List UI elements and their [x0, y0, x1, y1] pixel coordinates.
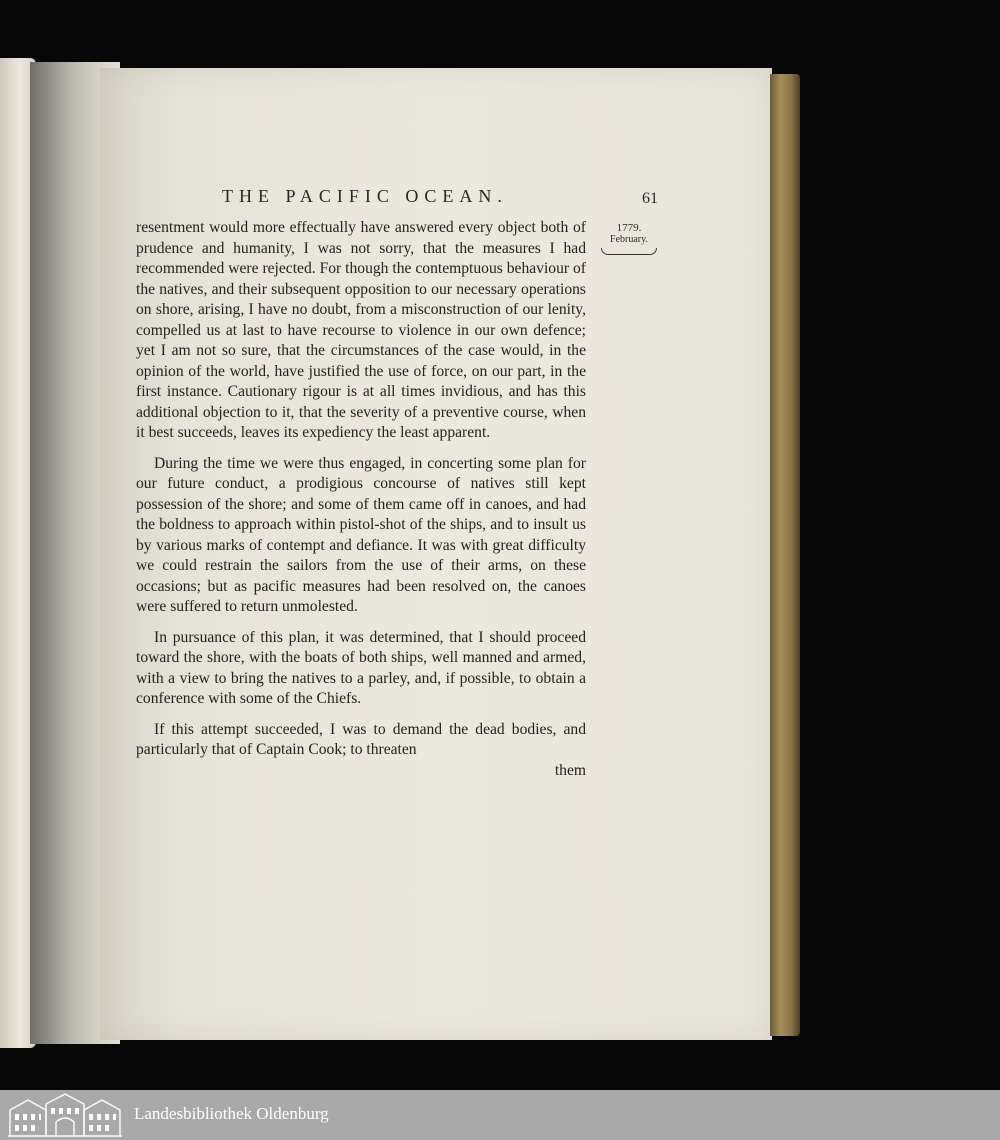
paragraph-3: In pursuance of this plan, it was determined, that I should proceed toward the shore, with the boats of both ships, well manned and armed, with a view to bring the natives to a parley, and, if possible, to obtain a conference with some of the Chiefs.: [136, 628, 586, 707]
library-footer: [0, 1090, 1000, 1140]
book-cover-edge: [770, 74, 800, 1036]
catchword: them: [554, 761, 586, 779]
library-name: Landesbibliothek Oldenburg: [134, 1104, 329, 1123]
running-head: THE PACIFIC OCEAN.: [222, 186, 508, 206]
library-building-icon: [6, 1092, 124, 1138]
paragraph-1: resentment would more effectually have answered every object both of prudence and humanity, I was not sorry, that the measures I had recommended were rejected. For though the contemptuous behaviour of the natives, and their subsequent opposition to our necessary operations on shore, arising, I have no doubt, from a misconstruction of our lenity, compelled us at last to have recourse to violence in our own defence; yet I am not so sure, that the circumstances of the case would, in the opinion of the world, have justified the use of force, on our part, in the first instance. Cautionary rigour is at all times invidious, and has this additional objection to it, that the severity of a preventive course, when it best succeeds, leaves its expediency the least apparent.: [136, 219, 586, 441]
paragraph-4: If this attempt succeeded, I was to demand the dead bodies, and particularly that of Captain Cook; to threaten: [136, 720, 586, 758]
margin-note-year: 1779.: [616, 222, 642, 234]
page-number: 61: [642, 190, 658, 207]
margin-note-month: February.: [610, 234, 648, 245]
margin-brace-icon: [601, 248, 657, 255]
body-text: [136, 218, 586, 781]
paragraph-2: During the time we were thus engaged, in concerting some plan for our future conduct, a prodigious concourse of natives still kept possession of the shore; and some of them came off in canoes, and had the boldness to approach within pistol-shot of the ships, and to insult us by various marks of contempt and defiance. It was with great difficulty we could restrain the sailors from the use of their arms, on these occasions; but as pacific measures had been resolved on, the canoes were suffered to return unmolested.: [136, 454, 586, 615]
margin-note: [598, 222, 660, 255]
